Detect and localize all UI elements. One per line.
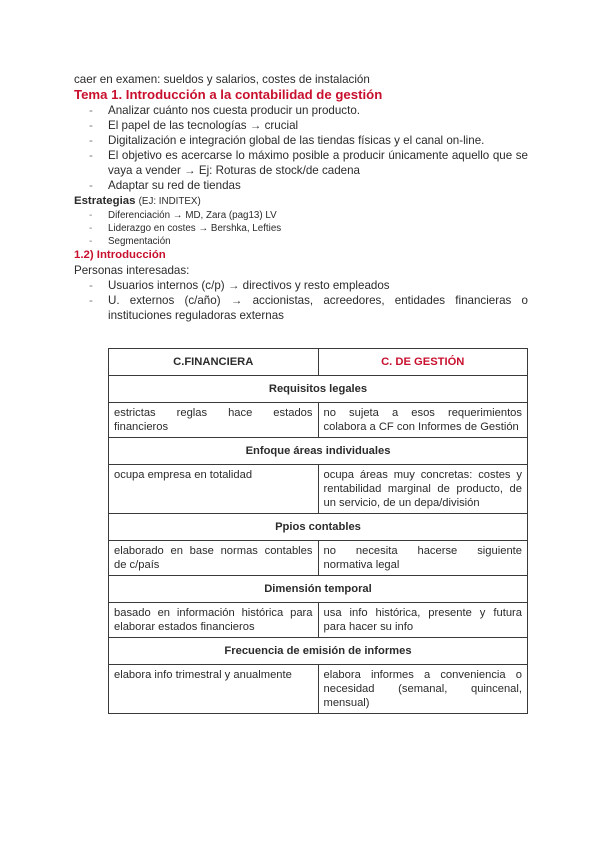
section-row-title: Enfoque áreas individuales xyxy=(109,438,528,465)
header-financiera: C.FINANCIERA xyxy=(109,349,319,376)
table-row xyxy=(109,403,528,438)
cell-financiera: ocupa empresa en totalidad xyxy=(109,465,319,514)
list-item: - Adaptar su red de tiendas xyxy=(74,178,528,193)
list-item: - El objetivo es acercarse lo máximo posible a producir únicamente aquello que se vaya a vender → Ej: Roturas de stock/de cadena xyxy=(74,148,528,178)
strategies-list xyxy=(74,209,528,248)
table-row xyxy=(109,665,528,714)
cell-financiera: basado en información histórica para elaborar estados financieros xyxy=(109,603,319,638)
table-row xyxy=(109,603,528,638)
list-item: - U. externos (c/año) → accionistas, acreedores, entidades financieras o instituciones reguladoras externas xyxy=(74,293,528,323)
section-row-title: Dimensión temporal xyxy=(109,576,528,603)
cell-financiera: estrictas reglas hace estados financieros xyxy=(109,403,319,438)
cell-gestion: no sujeta a esos requerimientos colabora a CF con Informes de Gestión xyxy=(318,403,528,438)
cell-gestion: usa info histórica, presente y futura para hacer su info xyxy=(318,603,528,638)
cell-gestion: elabora informes a conveniencia o necesidad (semanal, quincenal, mensual) xyxy=(318,665,528,714)
strategies-label: Estrategias xyxy=(74,195,136,207)
table-header-row xyxy=(109,349,528,376)
list-item: - Usuarios internos (c/p) → directivos y resto empleados xyxy=(74,278,528,293)
section-subtitle: Personas interesadas: xyxy=(74,264,190,277)
list-item: - Digitalización e integración global de las tiendas físicas y el canal on-line. xyxy=(74,133,528,148)
header-gestion: C. DE GESTIÓN xyxy=(318,349,528,376)
main-bullet-list xyxy=(74,103,528,193)
table-row xyxy=(109,465,528,514)
section-row-title: Requisitos legales xyxy=(109,376,528,403)
strategies-note: (EJ: INDITEX) xyxy=(138,196,201,207)
section-title: 1.2) Introducción xyxy=(74,249,166,261)
cell-gestion: ocupa áreas muy concretas: costes y rentabilidad marginal de producto, de un servicio, de un depa/división xyxy=(318,465,528,514)
page-title: Tema 1. Introducción a la contabilidad de gestión xyxy=(74,87,383,102)
list-item: - El papel de las tecnologías → crucial xyxy=(74,118,528,133)
section-row-title: Ppios contables xyxy=(109,514,528,541)
list-item: - Segmentación xyxy=(74,235,528,248)
section-row-title: Frecuencia de emisión de informes xyxy=(109,638,528,665)
comparison-table xyxy=(108,348,528,714)
document-body xyxy=(74,72,528,323)
list-item: - Analizar cuánto nos cuesta producir un producto. xyxy=(74,103,528,118)
cell-financiera: elaborado en base normas contables de c/país xyxy=(109,541,319,576)
intro-line: caer en examen: sueldos y salarios, costes de instalación xyxy=(74,73,370,86)
strategies-heading xyxy=(74,193,528,209)
table-row xyxy=(109,541,528,576)
stakeholder-list xyxy=(74,278,528,323)
list-item: - Diferenciación → MD, Zara (pag13) LV xyxy=(74,209,528,222)
cell-gestion: no necesita hacerse siguiente normativa legal xyxy=(318,541,528,576)
list-item: - Liderazgo en costes → Bershka, Lefties xyxy=(74,222,528,235)
cell-financiera: elabora info trimestral y anualmente xyxy=(109,665,319,714)
